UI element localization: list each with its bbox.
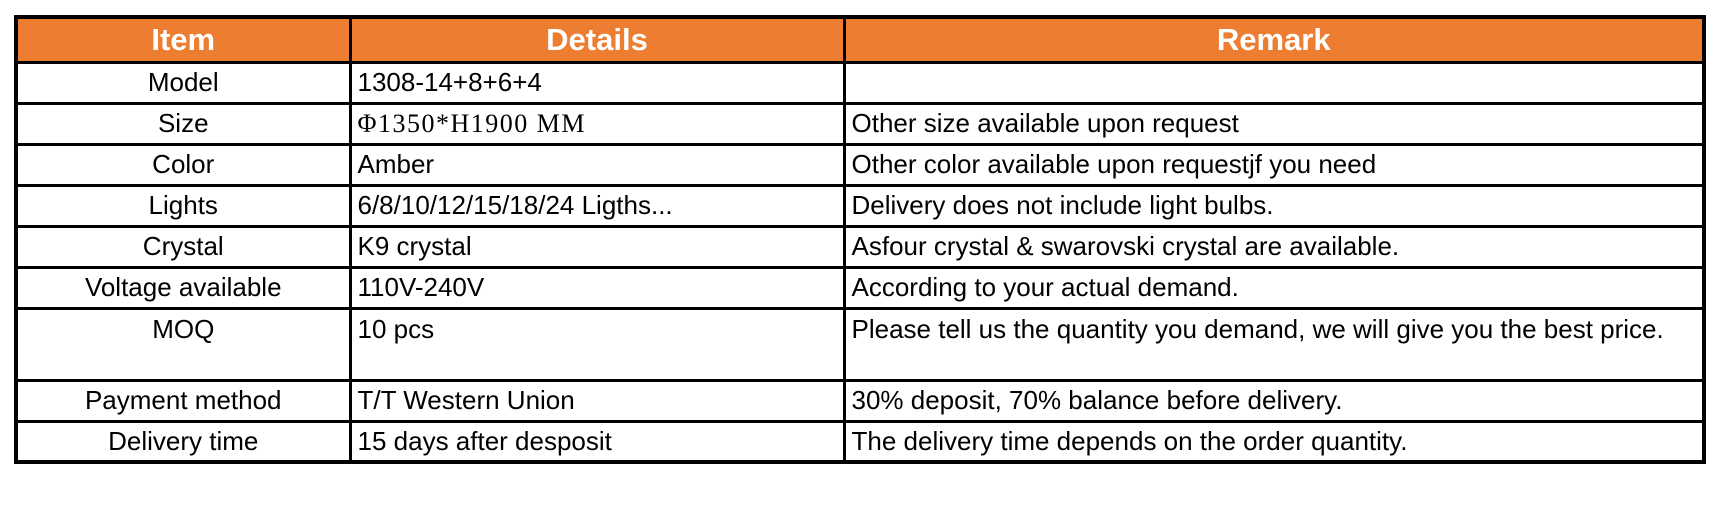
- cell-remark: Other color available upon requestjf you need: [844, 144, 1704, 185]
- cell-remark: The delivery time depends on the order quantity.: [844, 421, 1704, 462]
- cell-details: K9 crystal: [350, 226, 844, 267]
- cell-item: Voltage available: [16, 267, 350, 308]
- cell-remark: Asfour crystal & swarovski crystal are available.: [844, 226, 1704, 267]
- cell-remark: According to your actual demand.: [844, 267, 1704, 308]
- cell-details: 10 pcs: [350, 308, 844, 380]
- cell-details: 6/8/10/12/15/18/24 Ligths...: [350, 185, 844, 226]
- cell-item: Crystal: [16, 226, 350, 267]
- cell-details: 15 days after desposit: [350, 421, 844, 462]
- table-row-color: [16, 144, 1704, 185]
- cell-remark: [844, 62, 1704, 103]
- cell-item: Delivery time: [16, 421, 350, 462]
- cell-details: 110V-240V: [350, 267, 844, 308]
- cell-remark: Delivery does not include light bulbs.: [844, 185, 1704, 226]
- cell-remark: 30% deposit, 70% balance before delivery.: [844, 380, 1704, 421]
- header-details: Details: [350, 17, 844, 62]
- header-row: [16, 17, 1704, 62]
- table-row-moq: [16, 308, 1704, 380]
- table-row-crystal: [16, 226, 1704, 267]
- spec-table: [14, 15, 1706, 464]
- cell-item: Model: [16, 62, 350, 103]
- header-remark: Remark: [844, 17, 1704, 62]
- cell-item: MOQ: [16, 308, 350, 380]
- table-row-delivery: [16, 421, 1704, 462]
- cell-details: 1308-14+8+6+4: [350, 62, 844, 103]
- table-row-size: [16, 103, 1704, 144]
- cell-remark: Other size available upon request: [844, 103, 1704, 144]
- header-item: Item: [16, 17, 350, 62]
- cell-item: Lights: [16, 185, 350, 226]
- cell-details: Amber: [350, 144, 844, 185]
- table-row-voltage: [16, 267, 1704, 308]
- cell-details: T/T Western Union: [350, 380, 844, 421]
- cell-details: Φ1350*H1900 MM: [350, 103, 844, 144]
- table-row-lights: [16, 185, 1704, 226]
- cell-remark: Please tell us the quantity you demand, we will give you the best price.: [844, 308, 1704, 380]
- table-row-payment: [16, 380, 1704, 421]
- cell-item: Color: [16, 144, 350, 185]
- cell-item: Size: [16, 103, 350, 144]
- table-row-model: [16, 62, 1704, 103]
- cell-item: Payment method: [16, 380, 350, 421]
